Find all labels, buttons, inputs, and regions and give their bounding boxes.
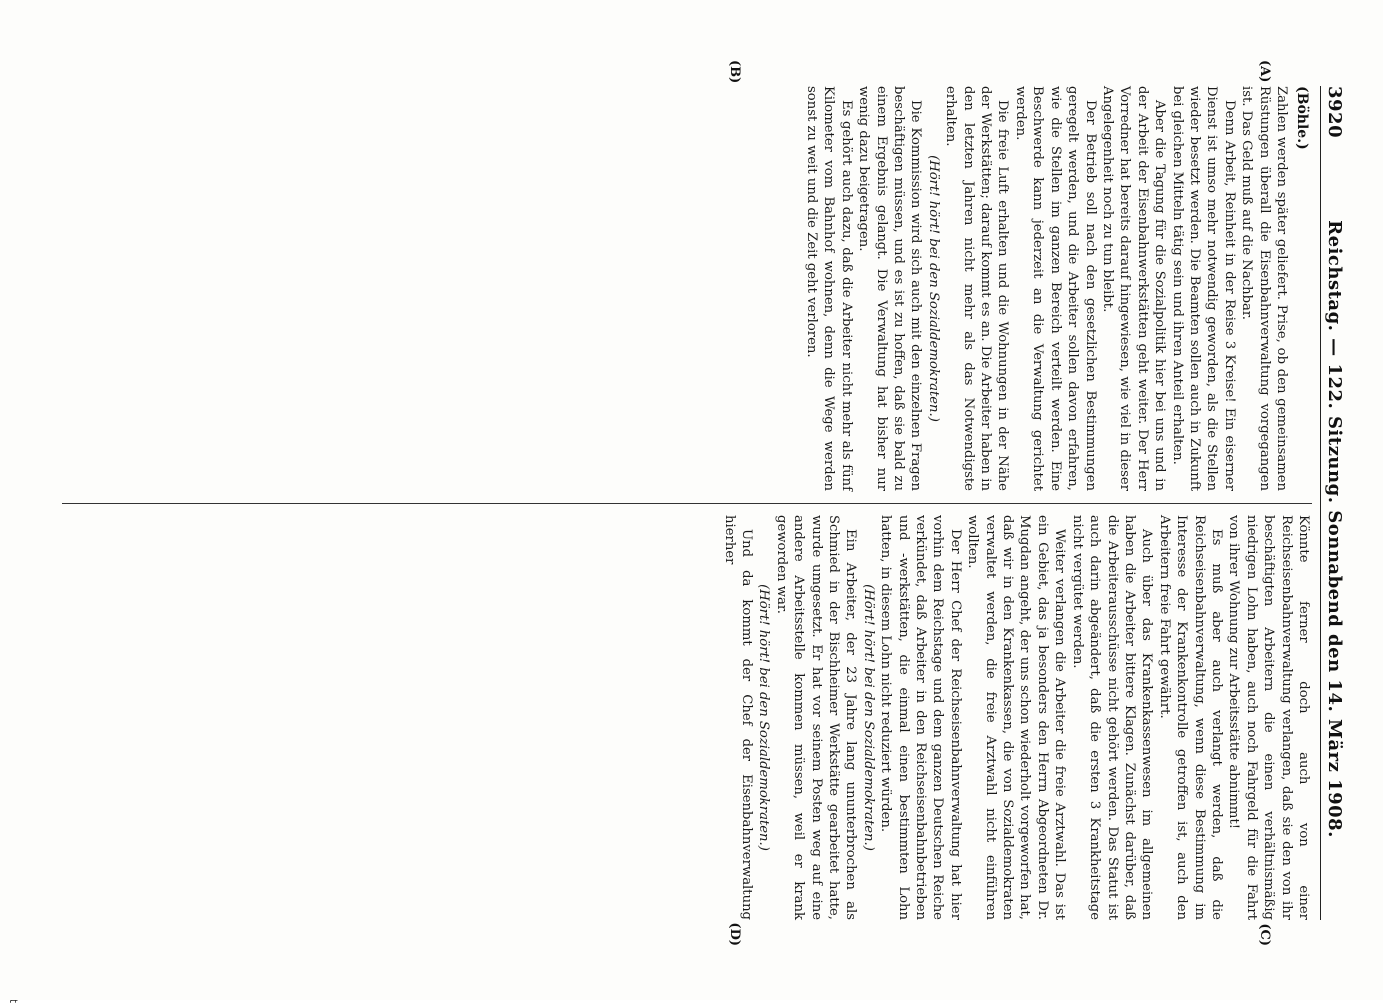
speaker-name: (Böhle.) [1294, 86, 1310, 150]
column-marker-d: (D) [727, 922, 742, 946]
page-header [1320, 86, 1345, 920]
paragraph: Die Kommission wird sich auch mit den einzelnen Fragen beschäftigen müssen, und es ist zu hoffen, daß sie bald zu einem Ergebnis gelangt. Die Verwaltung hat bisher nur wenig dazu beigetragen. [856, 86, 924, 491]
paragraph: Der Betrieb soll nach den gesetzlichen Bestimmungen geregelt werden, und die Arbeiter sollen davon erfahren, wie die Stellen im ganzen Bereich verteilt werden. Eine Beschwerde kann jederzeit an die Verwaltung gerichtet werden. [1012, 86, 1098, 491]
paragraph: Es muß aber auch verlangt werden, daß die Reichseisenbahnverwaltung, wenn diese Bestimmung im Interesse der Krankenkontrolle getroffen ist, auch den Arbeitern freie Fahrt gewährt. [1156, 515, 1224, 920]
paragraph: Weiter verlangen die Arbeiter die freie Arztwahl. Das ist ein Gebiet, das ja besonders den Herrn Abgeordneten Dr. Mugdan angeht, der uns schon wiederholt vorgeworfen hat, daß wir in den Krankenkassen, die von Sozialdemokraten verwaltet werden, die freie Arztwahl nicht einführen wollten. [965, 515, 1068, 920]
paragraph: Aber die Tagung für die Sozialpolitik hier bei uns und in der Arbeit der Eisenbahnwerkstätten geht weiter. Der Herr Vorredner hat bereits darauf hingewiesen, wie viel in dieser Angelegenheit noch zu tun bleibt. [1099, 86, 1168, 491]
column-marker-b: (B) [727, 60, 742, 84]
interjection: (Hört! hört! bei den Sozialdemokraten.) [756, 584, 772, 851]
right-column [62, 515, 1312, 946]
paragraph: Es gehört auch dazu, daß die Arbeiter nicht mehr als fünf Kilometer vom Bahnhof wohnen, denn die Wege werden sonst zu weit und die Zeit geht verloren. [804, 86, 854, 491]
interjection: (Hört! hört! bei den Sozialdemokraten.) [860, 584, 876, 851]
page-title: Reichstag. — 122. Sitzung. Sonnabend den 14. März 1908. [1324, 220, 1345, 838]
interjection: (Hört! hört! bei den Sozialdemokraten.) [925, 155, 941, 422]
two-column-body [62, 60, 1312, 946]
page-number: 3920 [1324, 86, 1345, 139]
paragraph: Die freie Luft erhalten und die Wohnungen in der Nähe der Werkstätten; darauf kommt es an. Die Arbeiter haben in den letzten Jahren nicht mehr als das Notwendigste erhalten. [943, 86, 1011, 491]
column-marker-a: (A) [1257, 60, 1272, 83]
paragraph: Denn Arbeit, Reinheit in der Reise 3 Kreise! Ein eiserner Dienst ist umso mehr notwendig geworden, als die Stellen wieder besetzt werden. Die Beamten sollen auch in Zukunft bei gleichen Mitteln tätig sein und ihren Anteil erhalten. [1169, 86, 1237, 491]
paragraph: Könnte ferner doch auch von einer Reichseisenbahnverwaltung verlangen, daß sie den von ihr beschäftigten Arbeitern die einen verhältnismäßig niedrigen Lohn haben, auch noch Fahrgeld für die Fahrt von ihrer Wohnung zur Arbeitsstätte abnimmt! [1226, 515, 1311, 920]
paragraph: Und da kommt der Chef der Eisenbahnverwaltung hierher [721, 515, 754, 920]
paragraph: Zahlen werden später geliefert. Prise, ob den gemeinsamen Rüstungen überall die Eisenbahnverwaltung vorgegangen ist. Das Geld muß auf die Nachbar. [1239, 86, 1289, 491]
paragraph: Der Herr Chef der Reichseisenbahnverwaltung hat hier vorhin dem Reichstage und dem ganzen Deutschen Reiche verkündet, daß Arbeiter in den Reichseisenbahnbetrieben und -werkstätten, die einmal einen bestimmten Lohn hatten, in diesem Lohn nicht reduziert würden. [878, 515, 963, 920]
left-column [62, 60, 1312, 491]
paragraph: Ein Arbeiter, der 23 Jahre lang ununterbrochen als Schmied in der Bischheimer Werkstätte gearbeitet hatte, wurde umgesetzt. Er hat vor seinem Posten weg auf eine andere Arbeitsstelle kommen müssen, weil er krank geworden war. [773, 515, 859, 920]
paragraph: Auch über das Krankenkassenwesen im allgemeinen haben die Arbeiter bittere Klagen. Zunächst darüber, daß die Arbeiterausschüsse nicht gehört werden. Das Statut ist auch darin abgeändert, daß die ersten 3 Krankheitstage nicht vergütet werden. [1069, 515, 1155, 920]
column-marker-c: (C) [1257, 923, 1272, 946]
